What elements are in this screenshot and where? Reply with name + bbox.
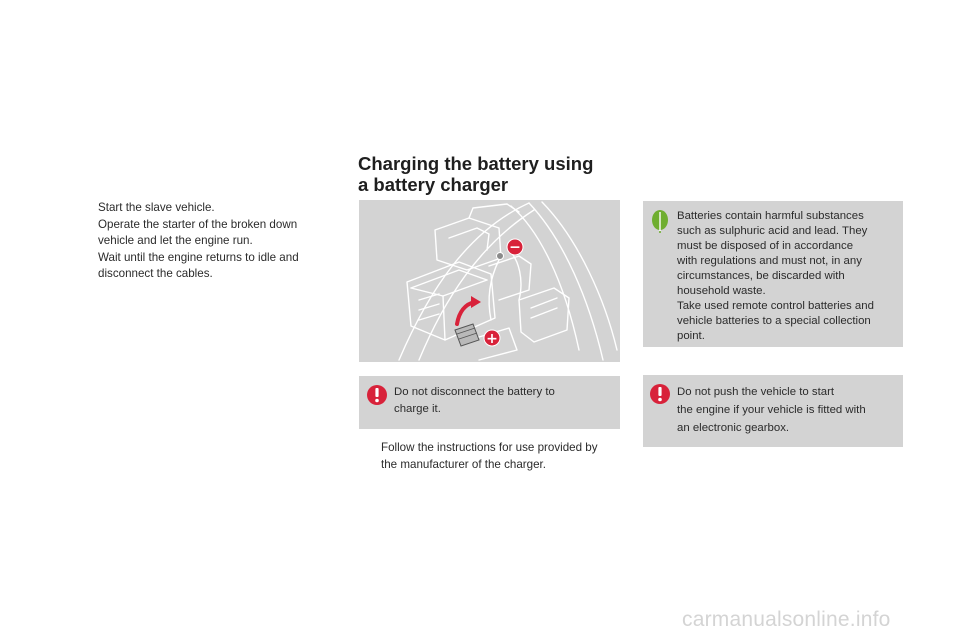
section-heading — [358, 153, 638, 195]
warning-push-text — [677, 383, 897, 437]
environment-note — [643, 201, 903, 347]
plus-symbol: + — [486, 331, 498, 347]
minus-symbol: − — [509, 239, 521, 256]
arrow-head — [471, 296, 481, 308]
warning-line: the engine if your vehicle is fitted with — [677, 404, 866, 416]
step-text-line: vehicle and let the engine run. — [98, 234, 253, 247]
environment-note-text — [677, 209, 897, 344]
minus-terminal-icon — [507, 239, 523, 256]
step-text: Start the slave vehicle. — [98, 201, 215, 214]
follow-instructions-step — [361, 440, 631, 473]
step-text-line: Wait until the engine returns to idle and — [98, 250, 299, 264]
heading-line: a battery charger — [358, 174, 509, 195]
note-line: Take used remote control batteries and — [677, 300, 874, 312]
note-line: must be disposed of in accordance — [677, 240, 854, 252]
ground-point-icon — [497, 253, 504, 260]
plus-terminal-icon — [484, 330, 500, 347]
note-line: circumstances, be discarded with — [677, 270, 845, 282]
note-line: vehicle batteries to a special collection — [677, 315, 871, 327]
warning-line: Do not disconnect the battery to — [394, 386, 555, 398]
note-line: household waste. — [677, 285, 766, 297]
step-item — [78, 200, 328, 217]
warning-disconnect-text — [394, 384, 609, 418]
note-line: with regulations and must not, in any — [677, 255, 862, 267]
engine-bay-drawing — [359, 200, 620, 362]
warning-icon — [366, 384, 388, 406]
step-text-line: the manufacturer of the charger. — [381, 457, 546, 471]
warning-disconnect-note — [359, 376, 620, 429]
follow-step-text — [361, 440, 631, 473]
note-line: Batteries contain harmful substances — [677, 210, 864, 222]
leaf-icon — [649, 209, 671, 233]
warning-line: Do not push the vehicle to start — [677, 386, 835, 398]
note-line: such as sulphuric acid and lead. They — [677, 225, 868, 237]
step-item — [78, 250, 328, 283]
step-text-line: Operate the starter of the broken down — [98, 217, 298, 231]
step-item — [78, 217, 328, 250]
battery-charging-illustration — [359, 200, 620, 362]
heading-line: Charging the battery using — [358, 153, 594, 174]
step-text-line: disconnect the cables. — [98, 267, 213, 280]
warning-line: an electronic gearbox. — [677, 422, 790, 434]
watermark: carmanualsonline.info — [682, 608, 891, 631]
warning-push-note — [643, 375, 903, 447]
step-list — [78, 200, 328, 283]
warning-icon — [649, 383, 671, 405]
warning-line: charge it. — [394, 403, 441, 415]
note-line: point. — [677, 330, 705, 342]
step-text-line: Follow the instructions for use provided by — [381, 441, 598, 454]
